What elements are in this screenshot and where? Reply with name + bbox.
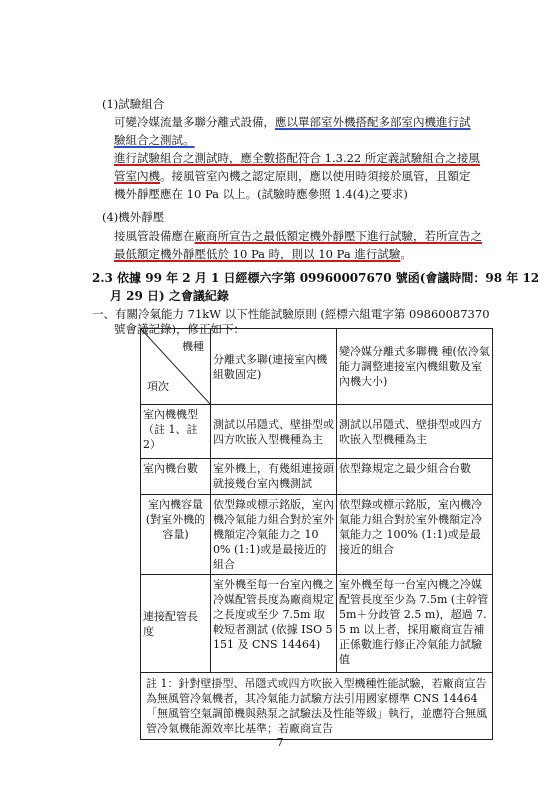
row-label: 室內機容量(對室外機的容量): [141, 495, 211, 575]
row-label: 室內機台數: [141, 459, 211, 495]
paragraph-line: [114, 169, 471, 184]
row-col1: 室外機上，有幾組連接頭就接幾台室內機測試: [211, 459, 337, 495]
table-row: [141, 575, 493, 673]
section-heading-external-static-pressure: (4)機外靜壓: [102, 210, 165, 224]
row-col1: 依型錄或標示銘版，室內機冷氣能力組合對於室外機額定冷氣能力之 100% (1:1)或是最接近的組合: [211, 495, 337, 575]
row-label: 連接配管長度: [141, 575, 211, 673]
paragraph-line: [114, 247, 412, 262]
table-note-row: [141, 673, 493, 740]
meeting-table: [140, 328, 493, 740]
paragraph-line: 機外靜壓應在 10 Pa 以上。(試驗時應參照 1.4(4)之要求): [114, 187, 408, 201]
row-col2: 依型錄或標示銘版，室內機冷氣能力組合對於室外機額定冷氣能力之 100% (1:1)或是最接近的組合: [337, 495, 493, 575]
paragraph-line: [114, 115, 471, 130]
table-note: 註 1：針對壁掛型、吊隱式或四方吹嵌入型機種性能試驗，若廠商宣告為無風管冷氣機者，其冷氣能力試驗方法引用國家標準 CNS 14464「無風管空氣調節機與熱泵之試驗法及性能等級」執行，並應符合無風管冷氣機能源效率比基準；若廠商宣告: [141, 673, 493, 740]
corner-cell: [141, 329, 211, 405]
underlined-text: 進行試驗組合之測試時，應全數搭配符合 1.3.22 所定義試驗組合之接風: [114, 151, 480, 165]
underlined-text: 應以單部室外機搭配多部室內機進行試: [275, 115, 471, 129]
section-heading-test-combination: (1)試驗組合: [102, 97, 165, 111]
text: 可變冷媒流量多聯分離式設備，: [114, 115, 275, 129]
underlined-text: 驗組合之測試。: [114, 133, 195, 147]
underlined-text: 廠商所宣告之最低額定機外靜壓下進行試驗，若所宣告之: [194, 229, 482, 243]
underlined-text: 最低額定機外靜壓低於 10 Pa 時，則以 10 Pa 進行試驗: [114, 247, 401, 261]
header-col2: 變冷媒分離式多聯機 種(依冷氣能力調整連接室內機組數及室內機大小): [337, 329, 493, 405]
row-col1: 室外機至每一台室內機之冷媒配管長度為廠商規定之長度或至少 7.5m 取較短者測試 (依據 ISO 5151 及 CNS 14464): [211, 575, 337, 673]
section-heading-2-3-cont: 月 29 日) 之會議紀錄: [110, 289, 229, 303]
text: 。: [400, 247, 412, 261]
paragraph-line: [114, 133, 195, 148]
header-col1: 分離式多聯(連接室內機組數固定): [211, 329, 337, 405]
underlined-text: 管室內機: [114, 169, 160, 183]
list-item: 一、有關冷氣能力 71kW 以下性能試驗原則 (經標六組電字第 09860087370: [92, 307, 490, 321]
table-row: [141, 405, 493, 459]
row-label: 室內機機型（註 1、註 2）: [141, 405, 211, 459]
table-row: [141, 495, 493, 575]
section-heading-2-3: 2.3 依據 99 年 2 月 1 日經標六字第 09960007670 號函(會議時間：98 年 12: [92, 271, 540, 285]
row-col1: 測試以吊隱式、壁掛型或四方吹嵌入型機種為主: [211, 405, 337, 459]
corner-top-label: 機種: [182, 340, 204, 353]
row-col2: 室外機至每一台室內機之冷媒配管長度至少為 7.5m (主幹管 5m＋分歧管 2.5 m)，超過 7.5 m 以上者，採用廠商宣告補正係數進行修正冷氣能力試驗值: [337, 575, 493, 673]
table-row: [141, 459, 493, 495]
list-item-cont: 號會議記錄)，修正如下：: [114, 322, 245, 336]
text: 接風管設備應在: [114, 229, 195, 243]
page-number: 7: [276, 736, 284, 749]
row-col2: 依型錄規定之最少組合台數: [337, 459, 493, 495]
corner-bottom-label: 項次: [147, 380, 169, 393]
text: 。接風管室內機之認定原則，應以使用時須接於風管，且額定: [160, 169, 471, 183]
paragraph-line: [114, 229, 482, 244]
table-header-row: [141, 329, 493, 405]
row-col2: 測試以吊隱式、壁掛型或四方吹嵌入型機種為主: [337, 405, 493, 459]
paragraph-line: [114, 151, 480, 166]
